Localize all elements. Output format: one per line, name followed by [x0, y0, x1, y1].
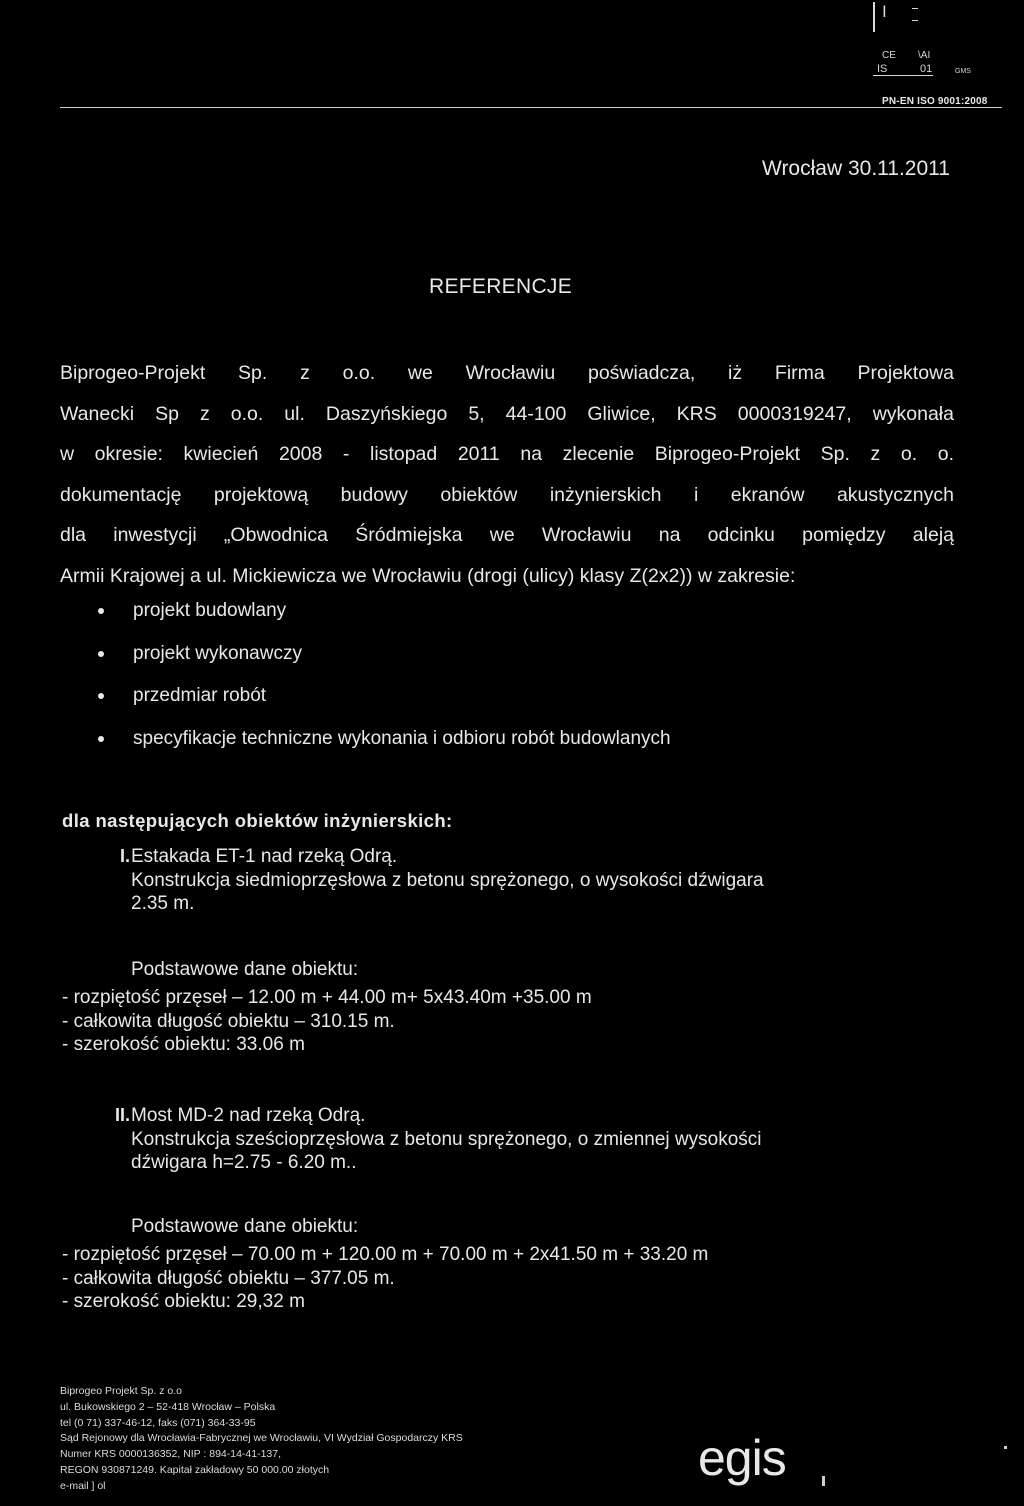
footer-line: REGON 930871249. Kapitał zakładowy 50 000.00 złotych	[60, 1463, 330, 1476]
param-line: - szerokość obiektu: 29,32 m	[62, 1291, 305, 1312]
object-description: 2.35 m.	[131, 893, 195, 914]
corner-mark	[1004, 1446, 1007, 1449]
company-footer	[60, 1384, 463, 1495]
object-params-2	[62, 1243, 708, 1314]
object-description: Konstrukcja siedmioprzęsłowa z betonu sprężonego, o wysokości dźwigara	[131, 869, 764, 891]
cert-border-bottom	[873, 75, 933, 76]
cert-brand: GMS	[955, 68, 971, 75]
param-line: - całkowita długość obiektu – 377.05 m.	[62, 1267, 395, 1289]
bullet-icon	[98, 608, 104, 614]
scope-item-label: przedmiar robót	[133, 685, 267, 706]
logo-accent-mark	[822, 1476, 825, 1486]
footer-line: Sąd Rejonowy dla Wrocławia-Fabrycznej we Wrocławiu, VI Wydział Gospodarczy KRS	[60, 1432, 463, 1445]
list-item	[98, 590, 671, 633]
paragraph-line: Biprogeo-Projekt Sp. z o.o. we Wrocławiu poświadcza, iż Firma Projektowa	[60, 362, 954, 384]
document-date: Wrocław 30.11.2011	[762, 157, 950, 180]
object-number: I.	[120, 846, 131, 866]
list-item	[98, 718, 671, 761]
object-name: Most MD-2 nad rzeką Odrą.	[131, 1105, 366, 1126]
param-line: - rozpiętość przęseł – 70.00 m + 120.00 m + 70.00 m + 2x41.50 m + 33.20 m	[62, 1244, 709, 1265]
object-params-title: Podstawowe dane obiektu:	[131, 1216, 359, 1237]
cert-code: IS	[877, 63, 888, 75]
cert-code: 01	[920, 63, 933, 75]
scope-item-label: projekt budowlany	[133, 600, 287, 621]
scope-item-label: specyfikacje techniczne wykonania i odbioru robót budowlanych	[133, 727, 671, 749]
list-item	[98, 633, 671, 676]
object-params-1	[62, 986, 592, 1057]
object-description: Konstrukcja sześcioprzęsłowa z betonu sprężonego, o zmiennej wysokości	[131, 1128, 762, 1150]
object-number: II.	[115, 1105, 131, 1125]
objects-heading: dla następujących obiektów inżynierskich:	[62, 810, 453, 831]
bullet-icon	[98, 651, 104, 657]
reference-paragraph	[60, 353, 954, 596]
paragraph-line: w okresie: kwiecień 2008 - listopad 2011 na zlecenie Biprogeo-Projekt Sp. z o. o.	[60, 443, 954, 465]
param-line: - rozpiętość przęseł – 12.00 m + 44.00 m+ 5x43.40m +35.00 m	[62, 987, 592, 1008]
param-line: - całkowita długość obiektu – 310.15 m.	[62, 1010, 395, 1032]
scope-list	[98, 590, 671, 760]
bullet-icon	[98, 736, 104, 742]
cert-mid-text: CE	[882, 50, 896, 61]
document-title: REFERENCJE	[429, 275, 573, 298]
param-line: - szerokość obiektu: 33.06 m	[62, 1034, 305, 1055]
cert-dash	[912, 20, 918, 21]
egis-logo: egis	[698, 1430, 786, 1486]
paragraph-line: Armii Krajowej a ul. Mickiewicza we Wrocławiu (drogi (ulicy) klasy Z(2x2)) w zakresie:	[60, 564, 796, 587]
cert-mid-text: \AI	[918, 50, 931, 61]
header-divider	[60, 107, 1002, 108]
paragraph-line: dokumentację projektową budowy obiektów inżynierskich i ekranów akustycznych	[60, 483, 954, 506]
object-name: Estakada ET-1 nad rzeką Odrą.	[131, 846, 398, 867]
object-description: dźwigara h=2.75 - 6.20 m..	[131, 1152, 357, 1173]
list-item	[98, 675, 671, 718]
certification-mark	[870, 0, 980, 84]
object-section-1	[120, 845, 764, 916]
footer-line: Biprogeo Projekt Sp. z o.o	[60, 1385, 182, 1397]
footer-line: ul. Bukowskiego 2 – 52-418 Wrocław – Polska	[60, 1400, 276, 1413]
footer-line: tel (0 71) 337-46-12, faks (071) 364-33-95	[60, 1416, 256, 1429]
cert-border-left	[873, 2, 875, 32]
iso-certification-label: PN-EN ISO 9001:2008	[882, 96, 988, 107]
footer-line: Numer KRS 0000136352, NIP : 894-14-41-137,	[60, 1448, 282, 1461]
object-section-2	[115, 1104, 762, 1175]
cert-dash	[912, 8, 918, 9]
footer-line: e-mail ] ol	[60, 1479, 106, 1492]
scope-item-label: projekt wykonawczy	[133, 642, 302, 664]
object-params-title: Podstawowe dane obiektu:	[131, 959, 359, 980]
paragraph-line: Wanecki Sp z o.o. ul. Daszyńskiego 5, 44-100 Gliwice, KRS 0000319247, wykonała	[60, 402, 954, 425]
paragraph-line: dla inwestycji „Obwodnica Śródmiejska we Wrocławiu na odcinku pomiędzy aleją	[60, 524, 954, 546]
cert-top-mark: I	[882, 2, 887, 21]
bullet-icon	[98, 693, 104, 699]
